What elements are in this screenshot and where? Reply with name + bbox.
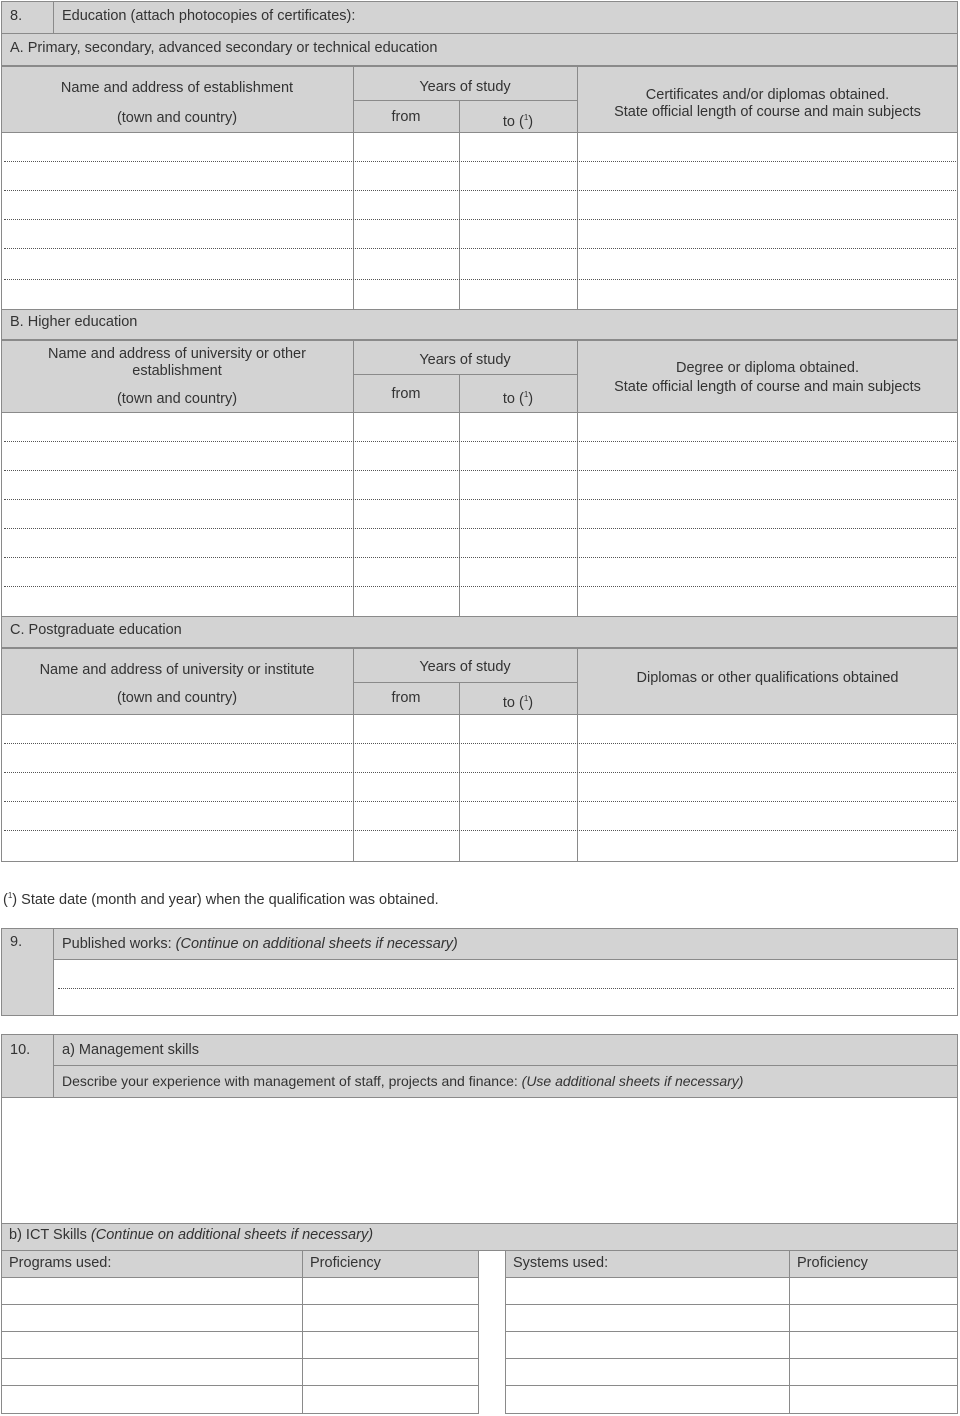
divider (353, 374, 578, 375)
dotted-line (4, 470, 956, 471)
divider (353, 682, 578, 683)
row-line (1, 1358, 479, 1359)
row-line (1, 1331, 479, 1332)
divider (459, 132, 460, 310)
section-c-entry-area[interactable] (1, 714, 958, 862)
divider (53, 928, 54, 1016)
divider (577, 714, 578, 862)
section-8-title: Education (attach photocopies of certificates): (62, 8, 356, 24)
column-town-country: (town and country) (116, 690, 238, 706)
column-to: to ($^1$) (502, 694, 534, 711)
section-9-number: 9. (10, 934, 23, 950)
dotted-line (4, 772, 956, 773)
programs-table[interactable] (1, 1277, 479, 1414)
dotted-line (4, 190, 956, 191)
column-name-address: Name and address of establishment (60, 80, 294, 96)
column-degree: Degree or diploma obtained. (676, 360, 859, 376)
footnote: ($^1$) State date (month and year) when the qualification was obtained. (3, 891, 439, 908)
column-from: from (391, 109, 421, 125)
divider (53, 1034, 54, 1098)
systems-proficiency-label: Proficiency (797, 1255, 868, 1271)
row-line (505, 1358, 958, 1359)
management-skills-entry-area[interactable] (1, 1097, 958, 1224)
column-town-country: (town and country) (116, 391, 238, 407)
section-a-entry-area[interactable] (1, 132, 958, 310)
column-certificates-sub: State official length of course and main subjects (614, 104, 921, 120)
row-line (505, 1331, 958, 1332)
divider (577, 132, 578, 310)
dotted-line (4, 279, 956, 280)
divider (53, 1, 54, 34)
programs-used-label: Programs used: (9, 1255, 112, 1271)
row-line (505, 1385, 958, 1386)
section-c-title: C. Postgraduate education (10, 622, 182, 638)
management-skills-desc: Describe your experience with management of staff, projects and finance: (Use additional sheets if necessary) (62, 1073, 744, 1089)
column-years-of-study: Years of study (419, 659, 511, 675)
column-town-country: (town and country) (116, 110, 238, 126)
dotted-line (4, 528, 956, 529)
dotted-line (4, 441, 956, 442)
column-diplomas: Diplomas or other qualifications obtained (636, 670, 899, 686)
divider (302, 1250, 303, 1278)
divider (459, 714, 460, 862)
dotted-line (4, 586, 956, 587)
column-to: to ($^1$) (502, 390, 534, 407)
dotted-line (4, 248, 956, 249)
column-certificates: Certificates and/or diplomas obtained. (645, 87, 890, 103)
section-a-title: A. Primary, secondary, advanced secondary or technical education (10, 40, 438, 56)
row-line (1, 1385, 479, 1386)
dotted-line (4, 161, 956, 162)
section-b-title: B. Higher education (10, 314, 138, 330)
section-9-entry-area[interactable] (54, 959, 957, 1015)
management-skills-title: a) Management skills (62, 1042, 199, 1058)
dotted-line (4, 219, 956, 220)
section-9-label: Published works: (Continue on additional sheets if necessary) (62, 936, 458, 952)
column-years-of-study: Years of study (419, 79, 511, 95)
column-to: to ($^1$) (502, 113, 534, 130)
divider (353, 714, 354, 862)
dotted-line (4, 499, 956, 500)
column-name-address: Name and address of university or other (48, 346, 306, 362)
programs-proficiency-label: Proficiency (310, 1255, 381, 1271)
dotted-line (4, 557, 956, 558)
column-years-of-study: Years of study (419, 352, 511, 368)
divider (789, 1250, 790, 1278)
systems-table[interactable] (505, 1277, 958, 1414)
section-10-number: 10. (10, 1042, 31, 1058)
column-establishment: establishment (132, 363, 222, 379)
row-line (505, 1304, 958, 1305)
ict-skills-title: b) ICT Skills (Continue on additional sheets if necessary) (9, 1227, 374, 1243)
column-name-address: Name and address of university or institute (39, 662, 315, 678)
column-from: from (391, 690, 421, 706)
divider (302, 1277, 303, 1414)
section-b-header (1, 309, 958, 340)
dotted-line (58, 988, 954, 989)
divider (789, 1277, 790, 1414)
divider (53, 1065, 958, 1066)
dotted-line (4, 801, 956, 802)
dotted-line (4, 743, 956, 744)
column-from: from (391, 386, 421, 402)
column-degree-sub: State official length of course and main subjects (614, 379, 921, 395)
row-line (1, 1304, 479, 1305)
section-8-number: 8. (10, 8, 23, 24)
systems-used-label: Systems used: (513, 1255, 609, 1271)
divider (353, 100, 578, 101)
dotted-line (4, 830, 956, 831)
divider (353, 132, 354, 310)
